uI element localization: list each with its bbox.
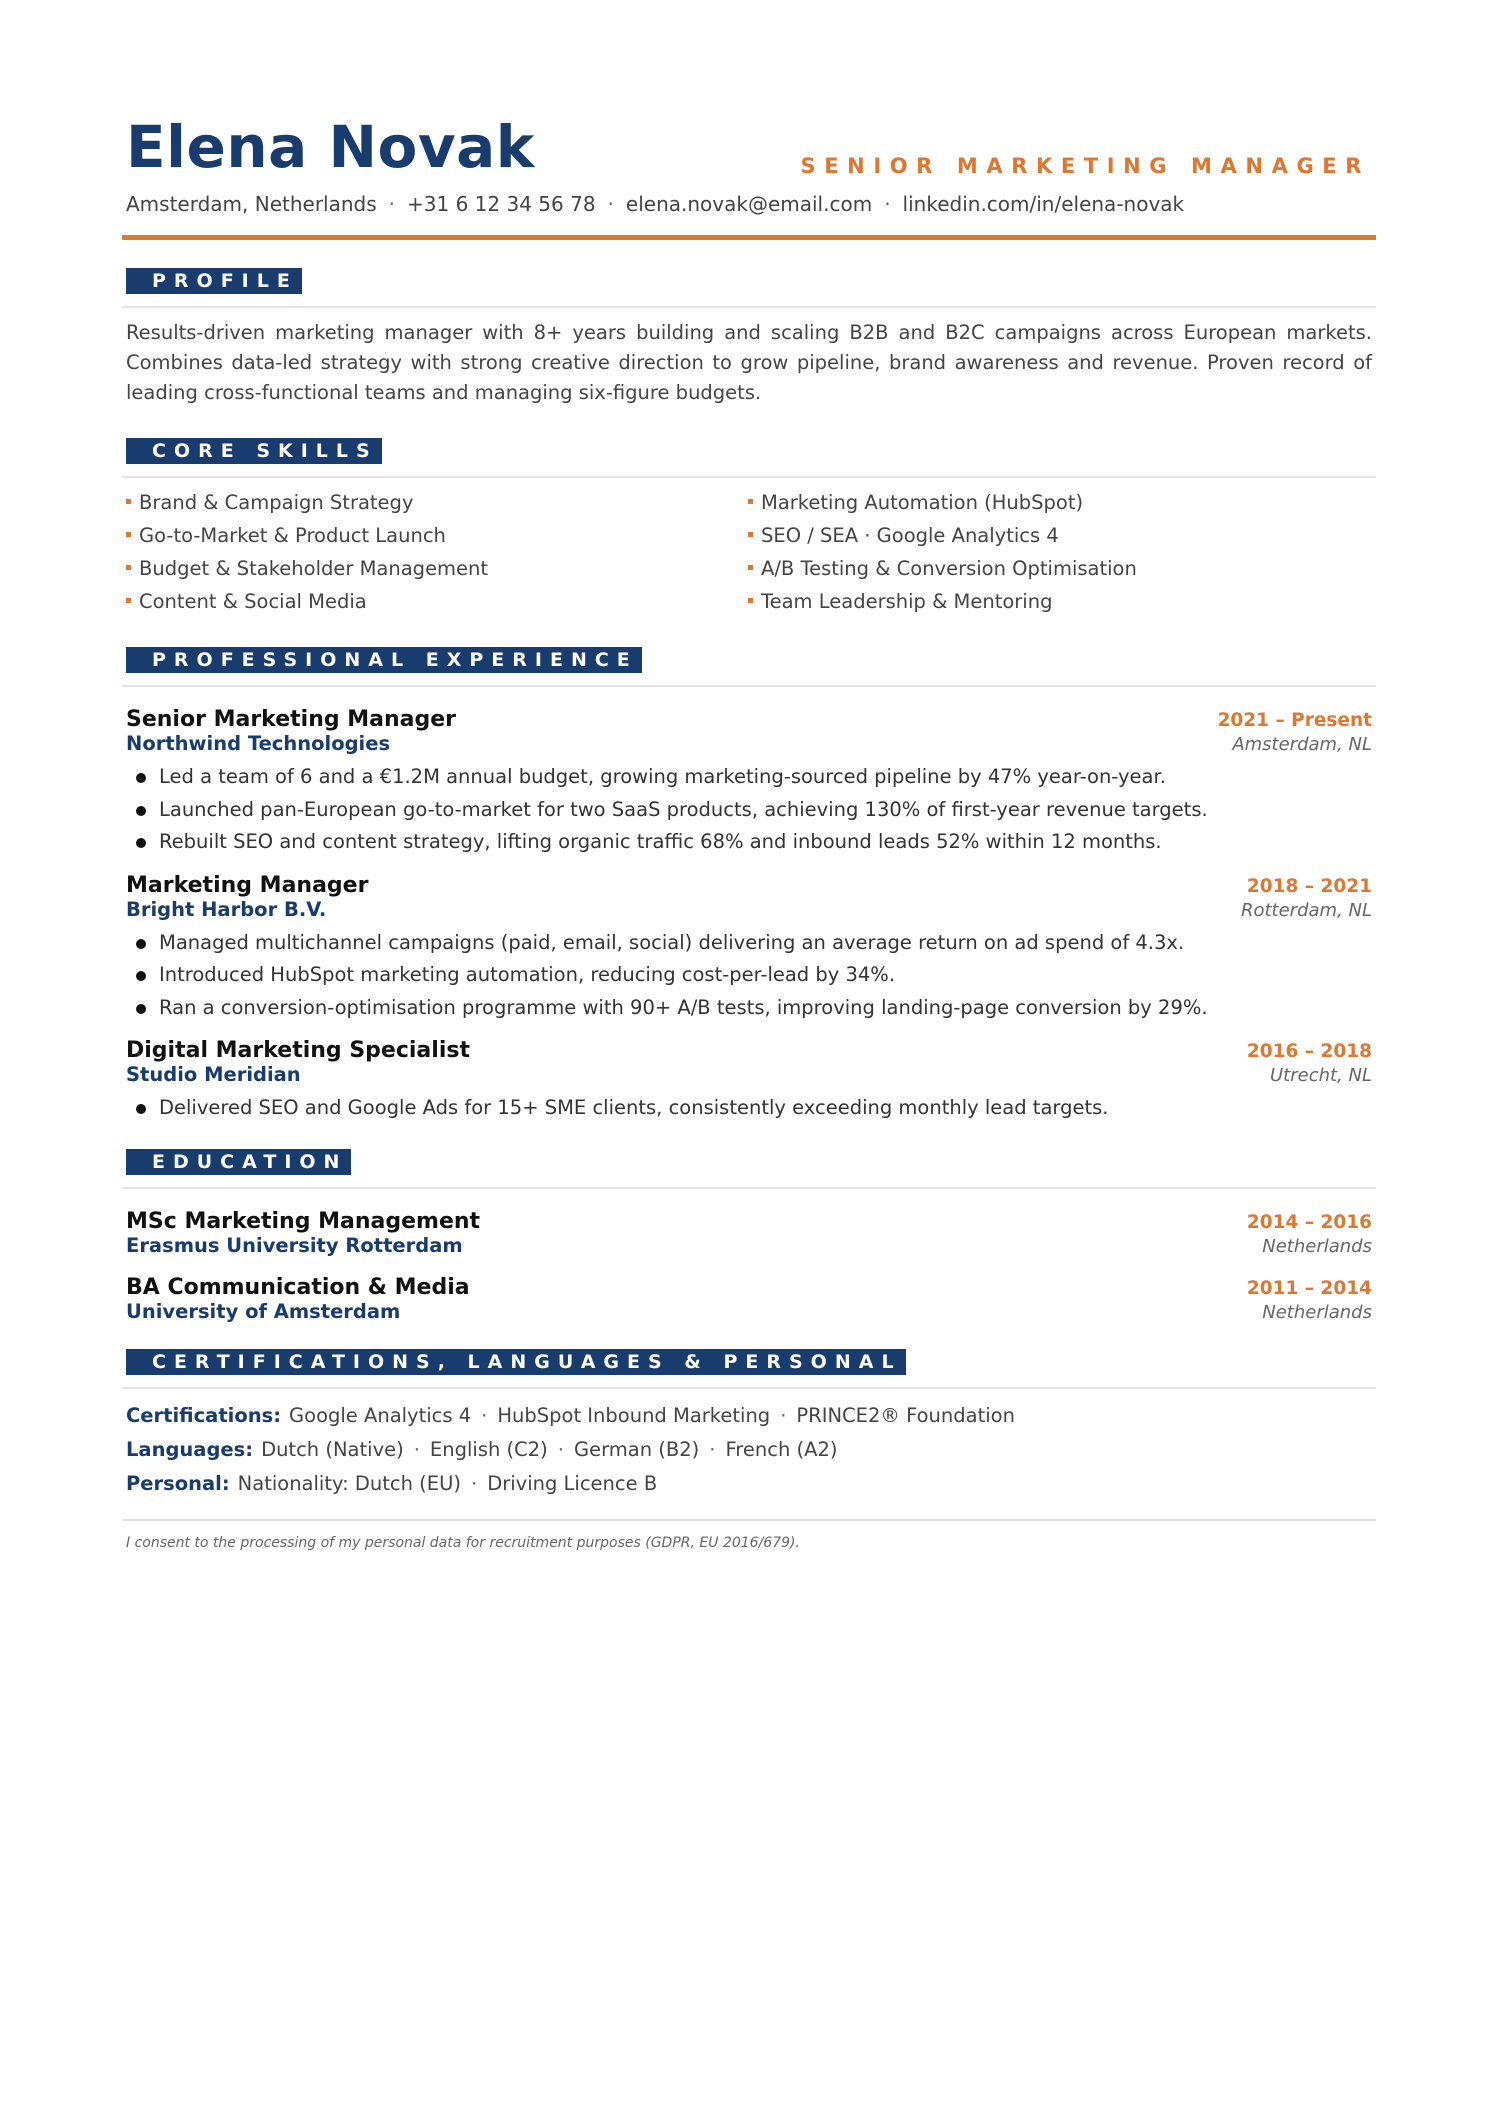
section-divider [122, 306, 1376, 308]
contact-phone[interactable]: +31 6 12 34 56 78 [407, 192, 596, 216]
bullet-icon [136, 1104, 146, 1114]
skill-item: Team Leadership & Mentoring [748, 587, 1348, 617]
achievement-item: Led a team of 6 and a €1.2M annual budget, growing marketing-sourced pipeline by 47% year-on-year. [126, 761, 1372, 794]
square-bullet-icon [748, 532, 753, 537]
square-bullet-icon [126, 499, 131, 504]
section-label: EDUCATION [126, 1149, 351, 1175]
achievement-list [126, 927, 1372, 1025]
square-bullet-icon [126, 565, 131, 570]
row-label: Certifications: [126, 1403, 282, 1427]
skill-item: Marketing Automation (HubSpot) [748, 488, 1348, 518]
bullet-icon [136, 806, 146, 816]
experience-entry [126, 707, 1372, 859]
section-divider [122, 476, 1376, 478]
skill-item: Content & Social Media [126, 587, 748, 617]
achievement-list [126, 1092, 1372, 1125]
skill-item: A/B Testing & Conversion Optimisation [748, 554, 1348, 584]
candidate-name: Elena Novak [126, 113, 535, 181]
skills-grid [126, 488, 1372, 617]
education-dates: 2014 – 2016 [1246, 1211, 1372, 1233]
degree-name: BA Communication & Media [126, 1274, 470, 1300]
school-name: Erasmus University Rotterdam [126, 1233, 463, 1257]
skill-item: Go-to-Market & Product Launch [126, 521, 748, 551]
section-heading-skills [122, 438, 1376, 478]
section-heading-extra [122, 1349, 1376, 1389]
bullet-icon [136, 939, 146, 949]
square-bullet-icon [748, 565, 753, 570]
header-divider [122, 235, 1376, 240]
job-location: Amsterdam, NL [1232, 734, 1372, 755]
extra-details [126, 1399, 1372, 1501]
experience-entry [126, 1038, 1372, 1125]
section-divider [122, 685, 1376, 687]
education-dates: 2011 – 2014 [1246, 1277, 1372, 1299]
achievement-item: Ran a conversion-optimisation programme with 90+ A/B tests, improving landing-page conversion by 29%. [126, 992, 1372, 1025]
experience-entry [126, 873, 1372, 1025]
footer-divider [122, 1519, 1376, 1521]
square-bullet-icon [126, 532, 131, 537]
section-label: PROFESSIONAL EXPERIENCE [126, 647, 642, 673]
education-entry [126, 1275, 1372, 1323]
job-company: Studio Meridian [126, 1063, 301, 1086]
job-dates: 2021 – Present [1217, 710, 1372, 731]
contact-separator: · [884, 192, 891, 216]
school-location: Netherlands [1262, 1235, 1372, 1257]
job-location: Rotterdam, NL [1240, 899, 1372, 921]
section-divider [122, 1387, 1376, 1389]
job-title: Marketing Manager [126, 872, 369, 898]
resume-page [122, 0, 1376, 1551]
certifications-row: Certifications: Google Analytics 4 · HubSpot Inbound Marketing · PRINCE2® Foundation [126, 1403, 1015, 1427]
achievement-list [126, 761, 1372, 859]
candidate-title: SENIOR MARKETING MANAGER [800, 154, 1370, 178]
skill-item: SEO / SEA · Google Analytics 4 [748, 521, 1348, 551]
section-heading-experience [122, 647, 1376, 687]
contact-separator: · [388, 192, 396, 216]
contact-line [126, 192, 1184, 216]
contact-email[interactable]: elena.novak@email.com [625, 192, 873, 216]
bullet-icon [136, 838, 146, 848]
job-company: Bright Harbor B.V. [126, 897, 327, 921]
section-label: PROFILE [126, 268, 302, 294]
section-label: CERTIFICATIONS, LANGUAGES & PERSONAL [126, 1349, 906, 1375]
square-bullet-icon [126, 598, 131, 603]
job-dates: 2016 – 2018 [1246, 1041, 1372, 1062]
square-bullet-icon [748, 598, 753, 603]
section-heading-profile [122, 268, 1376, 308]
achievement-item: Delivered SEO and Google Ads for 15+ SME clients, consistently exceeding monthly lead targets. [126, 1092, 1372, 1125]
section-label: CORE SKILLS [126, 438, 382, 464]
row-label: Personal: [126, 1471, 230, 1495]
languages-row: Languages: Dutch (Native) · English (C2) · German (B2) · French (A2) [126, 1437, 838, 1461]
resume-header [122, 0, 1376, 242]
bullet-icon [136, 971, 146, 981]
job-location: Utrecht, NL [1269, 1065, 1372, 1086]
contact-linkedin[interactable]: linkedin.com/in/elena-novak [902, 192, 1185, 216]
job-dates: 2018 – 2021 [1246, 875, 1372, 897]
achievement-item: Managed multichannel campaigns (paid, email, social) delivering an average return on ad spend of 4.3x. [126, 927, 1372, 960]
bullet-icon [136, 1004, 146, 1014]
contact-separator: · [607, 192, 614, 216]
job-company: Northwind Technologies [126, 732, 391, 755]
skill-item: Brand & Campaign Strategy [126, 488, 748, 518]
achievement-item: Introduced HubSpot marketing automation, reducing cost-per-lead by 34%. [126, 959, 1372, 992]
bullet-icon [136, 773, 146, 783]
achievement-item: Rebuilt SEO and content strategy, lifting organic traffic 68% and inbound leads 52% within 12 months. [126, 826, 1372, 859]
square-bullet-icon [748, 499, 753, 504]
degree-name: MSc Marketing Management [126, 1208, 481, 1234]
profile-summary: Results-driven marketing manager with 8+ years building and scaling B2B and B2C campaigns across European markets. Combines data-led strategy with strong creative direction to grow pipeline, brand awareness and revenue. Proven record of leading cross-functional teams and managing six-figure budgets. [126, 321, 1372, 404]
skill-item: Budget & Stakeholder Management [126, 554, 748, 584]
job-title: Senior Marketing Manager [126, 707, 457, 732]
school-name: University of Amsterdam [126, 1299, 401, 1323]
school-location: Netherlands [1262, 1301, 1372, 1323]
contact-location: Amsterdam, Netherlands [126, 192, 377, 216]
achievement-item: Launched pan-European go-to-market for two SaaS products, achieving 130% of first-year revenue targets. [126, 794, 1372, 827]
section-divider [122, 1187, 1376, 1189]
education-entry [126, 1209, 1372, 1257]
row-label: Languages: [126, 1437, 254, 1461]
section-heading-education [122, 1149, 1376, 1189]
gdpr-consent: I consent to the processing of my personal data for recruitment purposes (GDPR, EU 2016/679). [126, 1534, 800, 1551]
job-title: Digital Marketing Specialist [126, 1038, 470, 1063]
personal-row: Personal: Nationality: Dutch (EU) · Driving Licence B [126, 1471, 658, 1495]
